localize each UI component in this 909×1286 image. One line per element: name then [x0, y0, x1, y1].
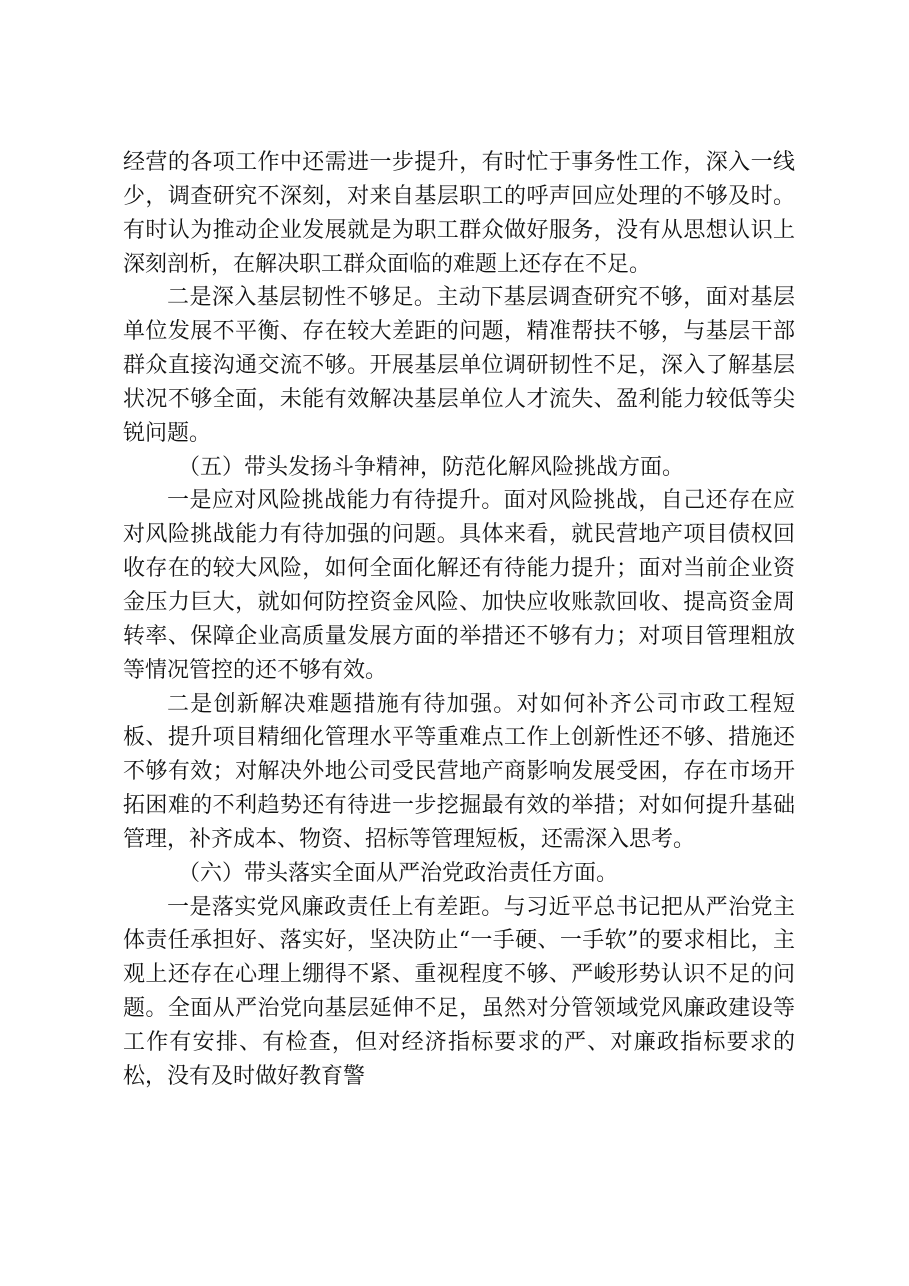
paragraph-grassroots-resilience: 二是深入基层韧性不够足。主动下基层调查研究不够，面对基层单位发展不平衡、存在较大差距的问题，精准帮扶不够，与基层干部群众直接沟通交流不够。开展基层单位调研韧性不足，深入了解基层状况不够全面，未能有效解决基层单位人才流失、盈利能力较低等尖锐问题。	[123, 285, 795, 446]
section-heading-six: （六）带头落实全面从严治党政治责任方面。	[178, 860, 619, 886]
paragraph-innovation-measures: 二是创新解决难题措施有待加强。对如何补齐公司市政工程短板、提升项目精细化管理水平等重难点工作上创新性还不够、措施还不够有效；对解决外地公司受民营地产商影响发展受困，存在市场开拓困难的不利趋势还有待进一步挖掘最有效的举措；对如何提升基础管理，补齐成本、物资、招标等管理短板，还需深入思考。	[123, 691, 795, 852]
document-body	[123, 146, 795, 1094]
paragraph-continuation: 经营的各项工作中还需进一步提升，有时忙于事务性工作，深入一线少，调查研究不深刻，对来自基层职工的呼声回应处理的不够及时。有时认为推动企业发展就是为职工群众做好服务，没有从思想认识上深刻剖析，在解决职工群众面临的难题上还存在不足。	[123, 150, 795, 277]
paragraph-risk-response: 一是应对风险挑战能力有待提升。面对风险挑战，自己还存在应对风险挑战能力有待加强的问题。具体来看，就民营地产项目债权回收存在的较大风险，如何全面化解还有待能力提升；面对当前企业资金压力巨大，就如何防控资金风险、加快应收账款回收、提高资金周转率、保障企业高质量发展方面的举措还不够有力；对项目管理粗放等情况管控的还不够有效。	[123, 488, 795, 683]
section-heading-five: （五）带头发扬斗争精神，防范化解风险挑战方面。	[178, 454, 685, 480]
paragraph-integrity-responsibility: 一是落实党风廉政责任上有差距。与习近平总书记把从严治党主体责任承担好、落实好，坚决防止“一手硬、一手软”的要求相比，主观上还存在心理上绷得不紧、重视程度不够、严峻形势认识不足的问题。全面从严治党向基层延伸不足，虽然对分管领域党风廉政建设等工作有安排、有检查，但对经济指标要求的严、对廉政指标要求的松，没有及时做好教育警	[123, 894, 795, 1089]
